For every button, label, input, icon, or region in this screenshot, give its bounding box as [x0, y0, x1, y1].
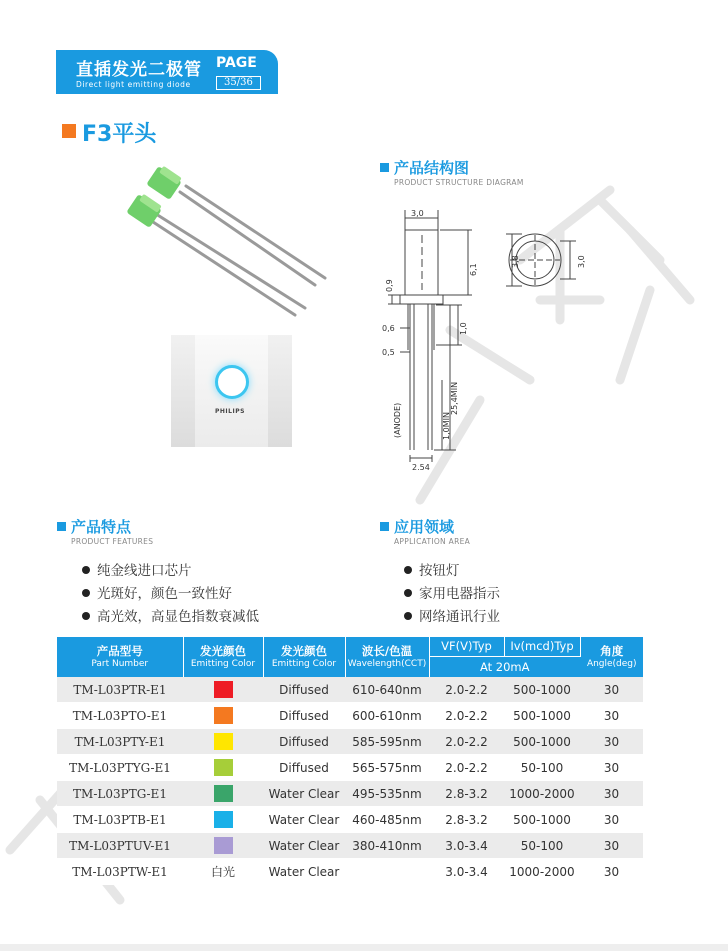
application-marker: [380, 522, 389, 531]
angle-value: 30: [580, 807, 643, 833]
table-row: [57, 677, 643, 703]
wavelength: 565-575nm: [345, 755, 429, 781]
angle-value: 30: [580, 755, 643, 781]
header-title-cn: 直插发光二极管: [76, 60, 202, 80]
features-marker: [57, 522, 66, 531]
part-number: TM-L03PTW-E1: [57, 859, 183, 885]
product-title: F3平头: [82, 122, 157, 147]
feature-item: 光斑好，颜色一致性好: [82, 582, 232, 602]
features-title: 产品特点: [71, 518, 132, 536]
application-subtitle: APPLICATION AREA: [394, 537, 471, 546]
part-number: TM-L03PTYG-E1: [57, 755, 183, 781]
color-swatch: [214, 811, 233, 828]
feature-item: 高光效，高显色指数衰减低: [82, 605, 259, 625]
iv-value: 1000-2000: [504, 781, 580, 807]
structure-marker: [380, 163, 389, 172]
color-swatch: [214, 681, 233, 698]
dim-h2: 6,1: [469, 263, 478, 276]
angle-value: 30: [580, 859, 643, 885]
part-number: TM-L03PTR-E1: [57, 677, 183, 703]
wavelength: 610-640nm: [345, 677, 429, 703]
header-vf: VF(V)Typ: [429, 637, 504, 656]
dim-d-outer: 3,8: [511, 255, 520, 268]
iv-value: 500-1000: [504, 677, 580, 703]
header-wavelength: 波长/色温 Wavelength(CCT): [345, 637, 429, 677]
part-number: TM-L03PTY-E1: [57, 729, 183, 755]
wavelength: 460-485nm: [345, 807, 429, 833]
glowing-ring: [215, 365, 249, 399]
part-number: TM-L03PTB-E1: [57, 807, 183, 833]
spec-table: [57, 637, 643, 885]
part-number: TM-L03PTO-E1: [57, 703, 183, 729]
color-swatch-cell: [183, 677, 263, 703]
title-marker: [62, 124, 76, 138]
vf-value: 3.0-3.4: [429, 833, 504, 859]
application-item: 家用电器指示: [404, 582, 500, 602]
iv-value: 500-1000: [504, 729, 580, 755]
brand-label: PHILIPS: [215, 408, 245, 415]
angle-value: 30: [580, 729, 643, 755]
wavelength: [345, 859, 429, 885]
dim-anode: (ANODE): [393, 402, 402, 438]
vf-value: 2.8-3.2: [429, 807, 504, 833]
part-number: TM-L03PTG-E1: [57, 781, 183, 807]
color-swatch: [214, 759, 233, 776]
structure-subtitle: PRODUCT STRUCTURE DIAGRAM: [394, 178, 524, 187]
angle-value: 30: [580, 833, 643, 859]
header-lens-color: 发光颜色 Emitting Color: [263, 637, 345, 677]
table-row: [57, 729, 643, 755]
vf-value: 2.0-2.2: [429, 729, 504, 755]
color-swatch-cell: [183, 807, 263, 833]
header-tab: [56, 50, 278, 94]
iv-value: 1000-2000: [504, 859, 580, 885]
header-emitting-color: 发光颜色 Emitting Color: [183, 637, 263, 677]
table-row: [57, 859, 643, 885]
color-swatch-cell: [183, 729, 263, 755]
dim-p1: 0,6: [382, 324, 395, 333]
application-photo: [171, 335, 292, 447]
table-row: [57, 703, 643, 729]
table-row: [57, 807, 643, 833]
table-row: [57, 781, 643, 807]
vf-value: 3.0-3.4: [429, 859, 504, 885]
color-swatch-cell: [183, 833, 263, 859]
lens-type: Water Clear: [263, 859, 345, 885]
lens-type: Water Clear: [263, 781, 345, 807]
lens-type: Diffused: [263, 703, 345, 729]
header-angle: 角度 Angle(deg): [580, 637, 643, 677]
wavelength: 585-595nm: [345, 729, 429, 755]
page-label: PAGE: [216, 55, 257, 71]
led-product-photo: [120, 160, 340, 330]
application-item: 按钮灯: [404, 559, 460, 579]
angle-value: 30: [580, 781, 643, 807]
table-row: [57, 833, 643, 859]
iv-value: 500-1000: [504, 807, 580, 833]
iv-value: 50-100: [504, 833, 580, 859]
lens-type: Diffused: [263, 677, 345, 703]
part-number: TM-L03PTUV-E1: [57, 833, 183, 859]
dim-lead: 25,4MIN: [450, 381, 459, 415]
bottom-bar: [0, 944, 728, 951]
wavelength: 380-410nm: [345, 833, 429, 859]
lens-type: Diffused: [263, 755, 345, 781]
color-swatch: [214, 707, 233, 724]
feature-item: 纯金线进口芯片: [82, 559, 192, 579]
table-row: [57, 755, 643, 781]
page-number: 35/36: [216, 76, 261, 90]
iv-value: 500-1000: [504, 703, 580, 729]
wavelength: 600-610nm: [345, 703, 429, 729]
lens-type: Water Clear: [263, 807, 345, 833]
color-text: 白光: [183, 859, 263, 885]
structure-diagram: [370, 200, 610, 470]
color-swatch: [214, 785, 233, 802]
dim-lead2: 1,0MIN: [442, 412, 451, 440]
color-swatch-cell: [183, 703, 263, 729]
color-swatch: [214, 733, 233, 750]
features-subtitle: PRODUCT FEATURES: [71, 537, 154, 546]
dim-h1: 0,9: [385, 279, 394, 292]
dim-d1: 1,0: [459, 322, 468, 335]
angle-value: 30: [580, 703, 643, 729]
lens-type: Water Clear: [263, 833, 345, 859]
color-swatch-cell: [183, 755, 263, 781]
vf-value: 2.0-2.2: [429, 703, 504, 729]
angle-value: 30: [580, 677, 643, 703]
header-title-en: Direct light emitting diode: [76, 80, 191, 89]
wavelength: 495-535nm: [345, 781, 429, 807]
application-item: 网络通讯行业: [404, 605, 500, 625]
dim-width: 3,0: [411, 209, 424, 218]
header-condition: At 20mA: [429, 656, 580, 677]
iv-value: 50-100: [504, 755, 580, 781]
dim-d-inner: 3,0: [577, 255, 586, 268]
vf-value: 2.0-2.2: [429, 755, 504, 781]
color-swatch: [214, 837, 233, 854]
structure-title: 产品结构图: [394, 159, 470, 177]
vf-value: 2.0-2.2: [429, 677, 504, 703]
application-title: 应用领域: [394, 518, 455, 536]
color-swatch-cell: [183, 781, 263, 807]
header-iv: Iv(mcd)Typ: [504, 637, 580, 656]
lens-type: Diffused: [263, 729, 345, 755]
header-part: 产品型号 Part Number: [57, 637, 183, 677]
vf-value: 2.8-3.2: [429, 781, 504, 807]
dim-pitch: 2,54: [412, 463, 430, 470]
dim-p2: 0,5: [382, 348, 395, 357]
